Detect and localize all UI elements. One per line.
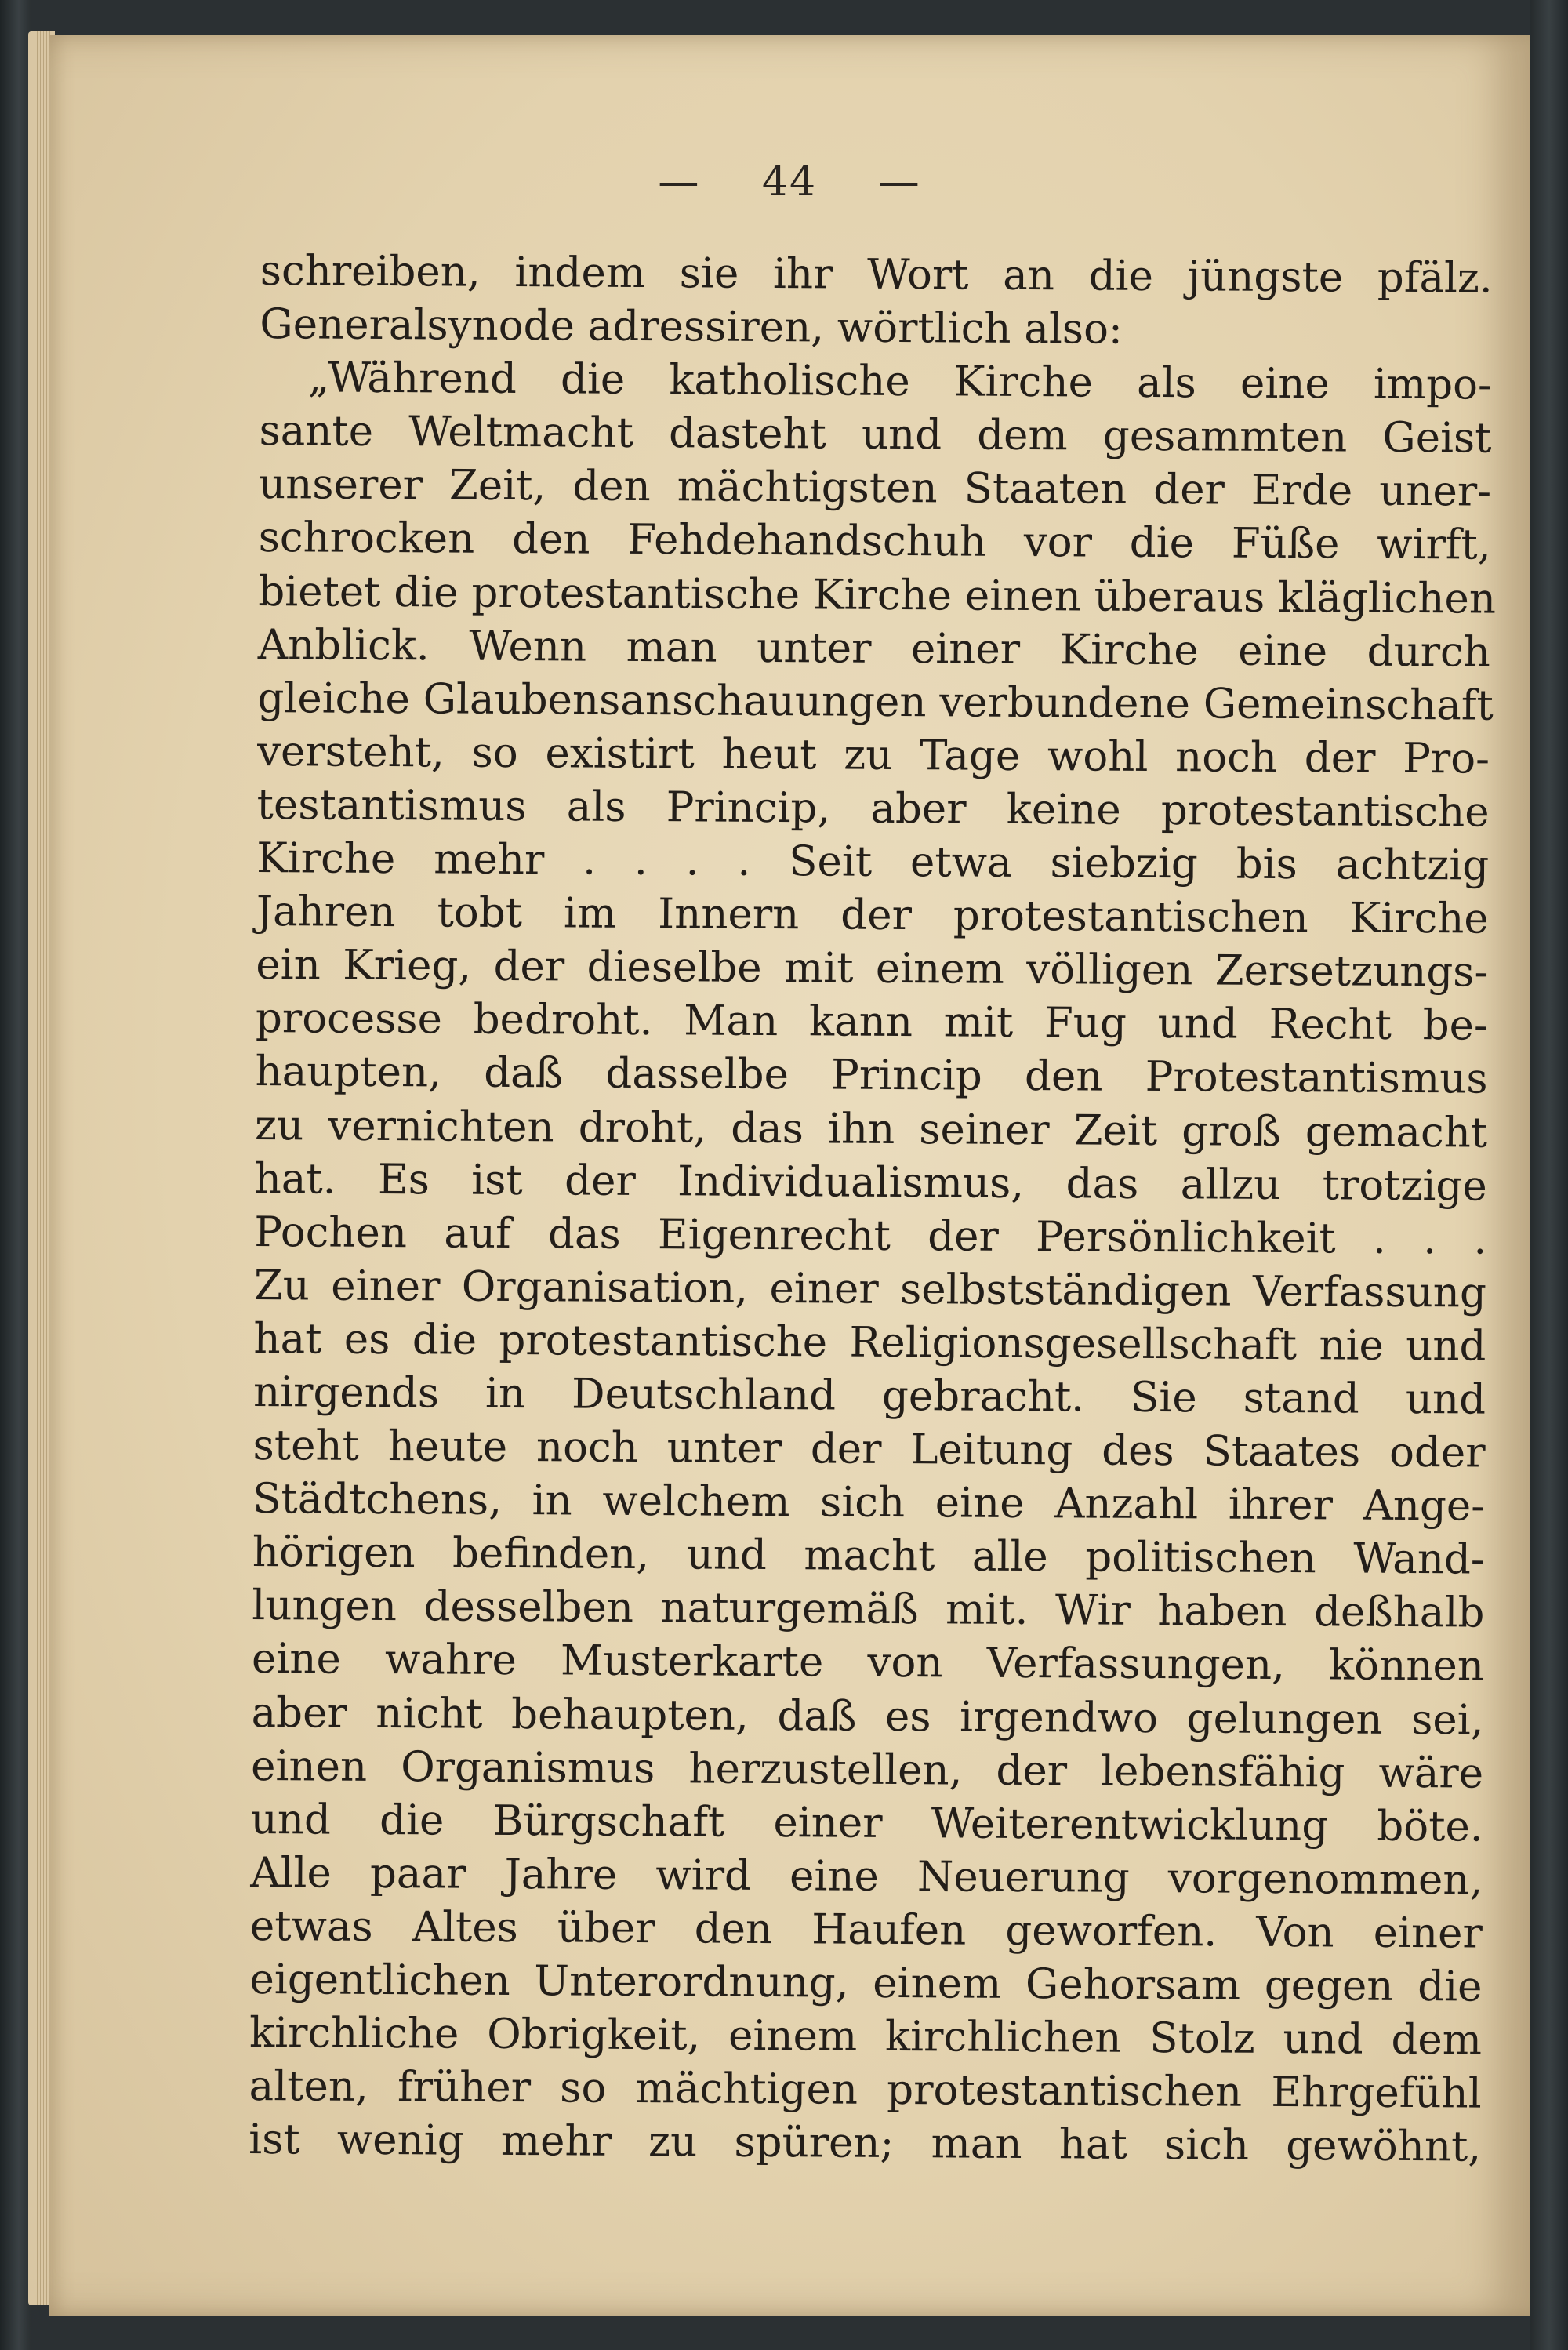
- text-line: versteht, so existirt heut zu Tage wohl noch der Pro-: [256, 727, 1490, 783]
- text-line: Jahren tobt im Innern der protestantischen Kirche: [256, 888, 1489, 943]
- text-line: schreiben, indem sie ihr Wort an die jüngste pfälz.: [260, 246, 1493, 303]
- text-line: Pochen auf das Eigenrecht der Persönlichkeit . . .: [254, 1208, 1487, 1264]
- text-line: bietet die protestantische Kirche einen überaus kläglichen: [258, 567, 1497, 623]
- text-line: und die Bürgschaft einer Weiterentwicklung böte.: [250, 1795, 1483, 1851]
- text-line: testantismus als Princip, aber keine protestantische: [256, 780, 1490, 837]
- text-line: sante Weltmacht dasteht und dem gesammten Geist: [259, 407, 1492, 463]
- page-number-header: [49, 158, 1530, 205]
- text-line: aber nicht behaupten, daß es irgendwo gelungen sei,: [251, 1688, 1484, 1745]
- text-line: nirgends in Deutschland gebracht. Sie stand und: [252, 1368, 1486, 1424]
- text-line: Anblick. Wenn man unter einer Kirche eine durch: [257, 620, 1491, 677]
- page-number-suffix-dash: —: [878, 158, 921, 205]
- text-line: kirchliche Obrigkeit, einem kirchlichen Stolz und dem: [249, 2009, 1483, 2065]
- text-line: lungen desselben naturgemäß mit. Wir haben deßhalb: [252, 1582, 1485, 1637]
- text-line: ist wenig mehr zu spüren; man hat sich gewöhnt,: [249, 2116, 1482, 2171]
- text-line: „Während die katholische Kirche als eine impo-: [307, 354, 1493, 409]
- book-binding-left: [0, 0, 31, 2350]
- text-line: Alle paar Jahre wird eine Neuerung vorgenommen,: [250, 1848, 1483, 1905]
- text-line: alten, früher so mächtigen protestantischen Ehrgefühl: [249, 2062, 1482, 2118]
- text-line: schrocken den Fehdehandschuh vor die Füße wirft,: [258, 514, 1491, 570]
- text-line: Kirche mehr . . . . Seit etwa siebzig bis achtzig: [256, 834, 1490, 890]
- text-line: haupten, daß dasselbe Princip den Protestantismus: [255, 1048, 1488, 1103]
- text-line: hörigen befinden, und macht alle politischen Wand-: [252, 1528, 1485, 1584]
- page-number: 44: [761, 158, 818, 205]
- text-line: Generalsynode adressiren, wörtlich also:: [260, 300, 1123, 354]
- text-line: Zu einer Organisation, einer selbstständigen Verfassung: [253, 1261, 1487, 1317]
- book-page: [49, 35, 1530, 2316]
- text-line: steht heute noch unter der Leitung des Staates oder: [252, 1422, 1486, 1477]
- text-line: eine wahre Musterkarte von Verfassungen, können: [251, 1635, 1485, 1691]
- text-line: einen Organismus herzustellen, der lebensfähig wäre: [250, 1742, 1484, 1798]
- text-line: eigentlichen Unterordnung, einem Gehorsam gegen die: [249, 1955, 1483, 2011]
- text-line: Städtchens, in welchem sich eine Anzahl ihrer Ange-: [252, 1475, 1486, 1531]
- text-line: hat es die protestantische Religionsgesellschaft nie und: [253, 1314, 1486, 1371]
- text-line: etwas Altes über den Haufen geworfen. Von einer: [249, 1901, 1483, 1958]
- text-line: zu vernichten droht, das ihn seiner Zeit groß gemacht: [254, 1101, 1488, 1157]
- text-line: hat. Es ist der Individualismus, das allzu trotzige: [254, 1154, 1487, 1211]
- page-number-prefix-dash: —: [658, 158, 701, 205]
- text-line: unserer Zeit, den mächtigsten Staaten der Erde uner-: [258, 460, 1492, 516]
- text-line: processe bedroht. Man kann mit Fug und Recht be-: [255, 994, 1489, 1050]
- text-line: ein Krieg, der dieselbe mit einem völligen Zersetzungs-: [256, 941, 1489, 997]
- body-text: [249, 245, 1497, 2174]
- book-binding-right: [1530, 0, 1568, 2350]
- text-line: gleiche Glaubensanschauungen verbundene Gemeinschaft: [257, 674, 1494, 730]
